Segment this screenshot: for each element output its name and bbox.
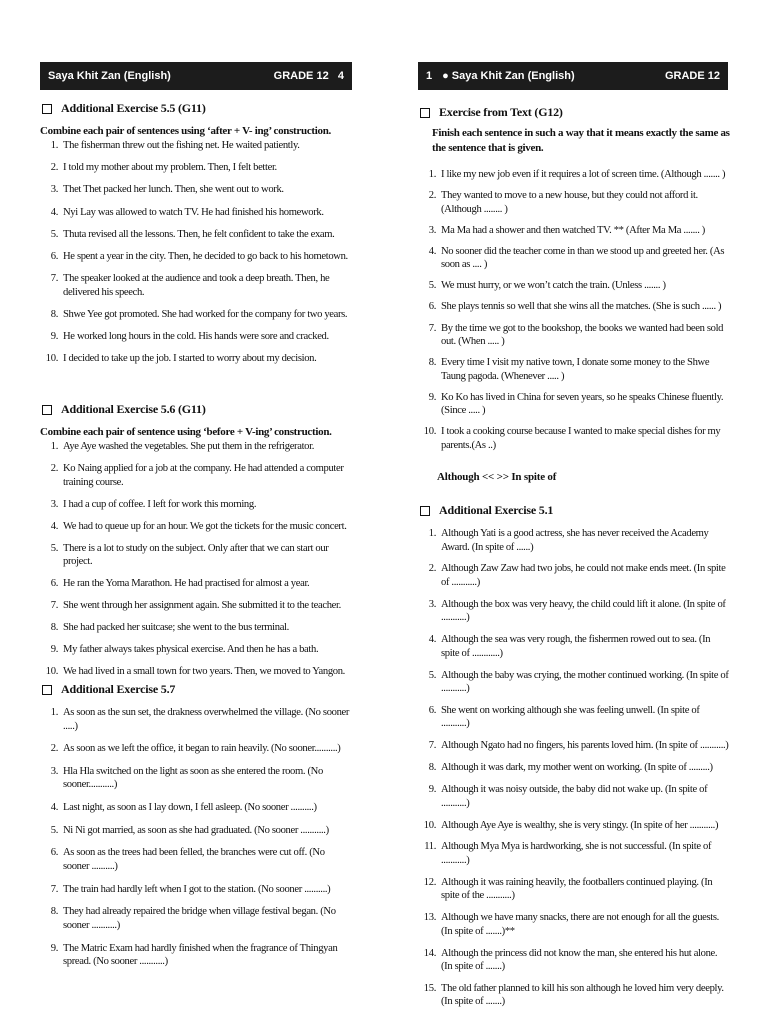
page-number: 1 <box>426 70 433 82</box>
item-number: 10. <box>423 426 436 438</box>
item-text: Hla Hla switched on the light as soon as she entered the room. (No sooner...........) <box>63 765 323 791</box>
item-text: Nyi Lay was allowed to watch TV. He had finished his homework. <box>63 206 324 218</box>
item-number: 9. <box>428 784 436 796</box>
list-item <box>418 911 730 938</box>
item-number: 8. <box>428 357 436 369</box>
list-item <box>40 577 352 591</box>
list-item <box>418 279 730 293</box>
item-number: 8. <box>50 906 58 918</box>
exercise-list <box>418 527 730 1009</box>
item-text: Although the baby was crying, the mother continued working. (In spite of ...........) <box>441 669 729 695</box>
grade-label: GRADE 12 <box>273 70 329 82</box>
list-item <box>418 761 730 775</box>
item-number: 9. <box>50 644 58 655</box>
list-item <box>418 562 730 589</box>
item-text: I told my mother about my problem. Then, I felt better. <box>63 162 277 174</box>
item-number: 7. <box>428 322 436 334</box>
item-number: 3. <box>50 765 58 777</box>
list-item <box>418 598 730 625</box>
item-number: 3. <box>50 184 58 196</box>
list-item <box>418 982 730 1009</box>
item-number: 10. <box>45 353 58 365</box>
list-item <box>418 245 730 272</box>
list-item <box>40 643 352 657</box>
list-item <box>40 621 352 635</box>
item-text: Although Mya Mya is hardworking, she is not successful. (In spite of ...........) <box>441 841 712 866</box>
list-item <box>418 947 730 974</box>
item-text: Although it was raining heavily, the footballers continued playing. (In spite of the ...........) <box>441 876 713 902</box>
header-title: Saya Khit Zan (English) <box>451 70 575 82</box>
item-text: They had already repaired the bridge when village festival began. (No sooner ...........) <box>63 906 336 931</box>
item-number: 14. <box>423 947 436 959</box>
page-number: 4 <box>337 70 344 82</box>
item-text: The fisherman threw out the fishing net. He waited patiently. <box>63 140 300 151</box>
section-title <box>418 105 730 120</box>
exercise-list <box>40 440 352 679</box>
list-item <box>40 905 352 932</box>
item-text: By the time we got to the bookshop, the books we wanted had been sold out. (When ..... ) <box>441 322 724 348</box>
section-title <box>40 101 352 116</box>
section-title-text: Additional Exercise 5.1 <box>439 503 554 517</box>
item-number: 7. <box>50 883 58 895</box>
item-text: I decided to take up the job. I started to worry about my decision. <box>63 353 317 365</box>
list-item <box>40 250 352 264</box>
item-number: 8. <box>428 762 436 774</box>
item-number: 2. <box>50 743 58 755</box>
item-text: Although it was noisy outside, the baby did not wake up. (In spite of ...........) <box>441 784 708 809</box>
section-title <box>40 682 352 697</box>
item-number: 4. <box>50 802 58 814</box>
bullet-icon: ● <box>442 70 449 82</box>
list-item <box>418 739 730 753</box>
item-text: Although the princess did not know the man, she entered his hut alone. (In spite of .......) <box>441 947 718 973</box>
list-item <box>418 224 730 238</box>
item-number: 5. <box>50 228 58 240</box>
item-text: Ni Ni got married, as soon as she had graduated. (No sooner ...........) <box>63 824 329 836</box>
exercise-list <box>418 168 730 452</box>
page-header-left <box>40 62 352 90</box>
item-text: Thet Thet packed her lunch. Then, she went out to work. <box>63 184 284 196</box>
item-text: As soon as we left the office, it began to rain heavily. (No sooner..........) <box>63 743 341 755</box>
header-grade <box>274 70 344 82</box>
list-item <box>40 742 352 756</box>
list-item <box>40 161 352 175</box>
item-text: As soon as the sun set, the drakness overwhelmed the village. (No sooner .....) <box>63 707 350 732</box>
item-number: 8. <box>50 622 58 633</box>
exercise-5-5 <box>40 101 352 374</box>
item-text: The train had hardly left when I got to the station. (No sooner ..........) <box>63 883 331 895</box>
item-number: 4. <box>50 206 58 218</box>
item-text: I had a cup of coffee. I left for work this morning. <box>63 498 257 510</box>
list-item <box>40 498 352 512</box>
section-title <box>40 402 352 417</box>
section-title-text: Additional Exercise 5.6 (G11) <box>61 402 206 416</box>
item-text: Although Zaw Zaw had two jobs, he could not make ends meet. (In spite of ...........) <box>441 563 726 588</box>
page-header-right <box>418 62 728 90</box>
item-text: Ko Ko has lived in China for seven years, so he speaks Chinese fluently. (Since ..... ) <box>441 391 724 417</box>
item-text: She had packed her suitcase; she went to the bus terminal. <box>63 622 289 633</box>
item-number: 9. <box>50 942 58 954</box>
list-item <box>40 706 352 733</box>
item-text: There is a lot to study on the subject. Only after that we can start our project. <box>63 542 329 567</box>
item-number: 6. <box>50 250 58 262</box>
item-number: 2. <box>428 563 436 575</box>
list-item <box>40 308 352 322</box>
list-item <box>418 425 730 452</box>
item-number: 9. <box>50 331 58 342</box>
item-text: Shwe Yee got promoted. She had worked for the company for two years. <box>63 308 348 320</box>
item-number: 1. <box>428 528 436 539</box>
item-text: We had lived in a small town for two years. Then, we moved to Yangon. <box>63 666 345 677</box>
list-item <box>40 330 352 344</box>
item-text: He ran the Yoma Marathon. He had practised for almost a year. <box>63 578 310 589</box>
item-number: 2. <box>428 190 436 202</box>
item-number: 5. <box>428 280 436 292</box>
list-item <box>40 352 352 366</box>
list-item <box>418 840 730 867</box>
section-title-text: Additional Exercise 5.5 (G11) <box>61 101 206 115</box>
item-text: Ma Ma had a shower and then watched TV. ** (After Ma Ma ....... ) <box>441 224 705 236</box>
item-number: 4. <box>428 245 436 257</box>
exercise-5-1 <box>418 503 730 1017</box>
list-item <box>40 520 352 534</box>
item-number: 8. <box>50 308 58 320</box>
item-text: Although Yati is a good actress, she has never received the Academy Award. (In spite of ......) <box>441 528 709 553</box>
checkbox-square-icon <box>42 104 52 114</box>
list-item <box>40 228 352 242</box>
item-text: Although Ngato had no fingers, his parents loved him. (In spite of ...........) <box>441 740 729 752</box>
item-number: 5. <box>50 542 58 554</box>
item-number: 2. <box>50 162 58 174</box>
item-number: 1. <box>50 140 58 151</box>
list-item <box>418 819 730 833</box>
item-text: Aye Aye washed the vegetables. She put them in the refrigerator. <box>63 441 315 452</box>
list-item <box>418 300 730 314</box>
item-number: 13. <box>423 912 436 924</box>
list-item <box>418 356 730 383</box>
checkbox-square-icon <box>420 506 430 516</box>
item-number: 5. <box>428 669 436 681</box>
item-text: The old father planned to kill his son although he loved him very deeply. (In spite of .......) <box>441 982 724 1008</box>
item-text: Although the sea was very rough, the fishermen rowed out to sea. (In spite of ............) <box>441 634 711 659</box>
list-item <box>40 599 352 613</box>
item-text: Last night, as soon as I lay down, I fell asleep. (No sooner ..........) <box>63 802 317 814</box>
item-number: 6. <box>50 847 58 859</box>
item-text: We must hurry, or we won’t catch the train. (Unless ....... ) <box>441 280 666 292</box>
item-text: She went through her assignment again. She submitted it to the teacher. <box>63 600 341 611</box>
item-number: 10. <box>45 666 58 677</box>
list-item <box>418 527 730 554</box>
item-text: She went on working although she was feeling unwell. (In spite of ...........) <box>441 704 700 730</box>
item-text: He worked long hours in the cold. His hands were sore and cracked. <box>63 331 329 342</box>
checkbox-square-icon <box>42 405 52 415</box>
item-number: 3. <box>428 598 436 610</box>
item-number: 4. <box>428 634 436 646</box>
item-number: 1. <box>50 707 58 718</box>
list-item <box>40 206 352 220</box>
grammar-rule: Although << >> In spite of <box>437 471 557 483</box>
item-number: 12. <box>423 876 436 888</box>
exercise-list <box>40 706 352 969</box>
list-item <box>40 440 352 454</box>
list-item <box>418 783 730 810</box>
list-item <box>418 669 730 696</box>
list-item <box>418 391 730 418</box>
item-number: 3. <box>428 224 436 236</box>
list-item <box>40 942 352 969</box>
section-title-text: Exercise from Text (G12) <box>439 105 563 119</box>
item-number: 10. <box>423 819 436 831</box>
item-number: 6. <box>50 578 58 589</box>
list-item <box>40 665 352 679</box>
item-text: My father always takes physical exercise. And then he has a bath. <box>63 644 319 655</box>
item-text: No sooner did the teacher come in than we stood up and greeted her. (As soon as .... ) <box>441 245 725 271</box>
list-item <box>40 542 352 569</box>
item-number: 7. <box>50 600 58 611</box>
instruction: Combine each pair of sentences using ‘after + V- ing’ construction. <box>40 125 331 137</box>
grade-label: GRADE 12 <box>664 70 720 82</box>
list-item <box>40 183 352 197</box>
checkbox-square-icon <box>42 685 52 695</box>
item-text: We had to queue up for an hour. We got the tickets for the music concert. <box>63 520 347 532</box>
list-item <box>418 322 730 349</box>
item-number: 1. <box>428 169 436 180</box>
list-item <box>418 704 730 731</box>
list-item <box>40 824 352 838</box>
item-number: 6. <box>428 704 436 716</box>
list-item <box>418 189 730 216</box>
item-number: 9. <box>428 391 436 403</box>
list-item <box>40 846 352 873</box>
item-number: 1. <box>50 441 58 452</box>
item-text: I like my new job even if it requires a lot of screen time. (Although ....... ) <box>441 169 726 180</box>
item-number: 6. <box>428 301 436 313</box>
item-number: 4. <box>50 520 58 532</box>
exercise-5-6 <box>40 402 352 687</box>
item-number: 15. <box>423 982 436 994</box>
list-item <box>40 765 352 792</box>
list-item <box>40 801 352 815</box>
exercise-list <box>40 139 352 366</box>
item-text: They wanted to move to a new house, but they could not afford it. (Although ........ ) <box>441 190 698 215</box>
item-number: 11. <box>424 841 436 853</box>
item-text: Although the box was very heavy, the child could lift it alone. (In spite of ...........) <box>441 598 726 624</box>
section-title <box>418 503 730 518</box>
exercise-5-7 <box>40 682 352 978</box>
item-number: 7. <box>428 740 436 752</box>
section-title-text: Additional Exercise 5.7 <box>61 682 176 696</box>
instruction: Combine each pair of sentence using ‘before + V-ing’ construction. <box>40 426 332 438</box>
item-text: I took a cooking course because I wanted to make special dishes for my parents.(As ..) <box>441 426 721 451</box>
item-text: Although we have many snacks, there are not enough for all the guests. (In spite of .......)** <box>441 912 719 937</box>
list-item <box>40 139 352 153</box>
header-title: Saya Khit Zan (English) <box>48 70 171 82</box>
item-text: He spent a year in the city. Then, he decided to go back to his hometown. <box>63 250 348 262</box>
item-number: 7. <box>50 273 58 285</box>
item-number: 3. <box>50 498 58 510</box>
item-text: Every time I visit my native town, I donate some money to the Shwe Taung pagoda. (Whenever ..... ) <box>441 357 710 382</box>
item-text: As soon as the trees had been felled, the branches were cut off. (No sooner ..........) <box>63 847 325 872</box>
list-item <box>40 272 352 299</box>
list-item <box>40 462 352 489</box>
exercise-from-text <box>418 105 730 460</box>
checkbox-square-icon <box>420 108 430 118</box>
item-text: The speaker looked at the audience and took a deep breath. Then, he delivered his speech. <box>63 273 330 298</box>
list-item <box>40 883 352 897</box>
item-text: Although Aye Aye is wealthy, she is very stingy. (In spite of her ...........) <box>441 819 719 831</box>
item-text: She plays tennis so well that she wins all the matches. (She is such ...... ) <box>441 301 722 313</box>
list-item <box>418 633 730 660</box>
item-text: Thuta revised all the lessons. Then, he felt confident to take the exam. <box>63 228 335 240</box>
list-item <box>418 876 730 903</box>
item-text: The Matric Exam had hardly finished when the fragrance of Thingyan spread. (No sooner ...........) <box>63 942 338 967</box>
instruction: Finish each sentence in such a way that it means exactly the same as the sentence that is given. <box>432 127 730 154</box>
item-number: 5. <box>50 824 58 836</box>
item-text: Although it was dark, my mother went on working. (In spite of .........) <box>441 762 713 774</box>
item-number: 2. <box>50 463 58 474</box>
item-text: Ko Naing applied for a job at the company. He had attended a computer training course. <box>63 463 344 488</box>
list-item <box>418 168 730 182</box>
